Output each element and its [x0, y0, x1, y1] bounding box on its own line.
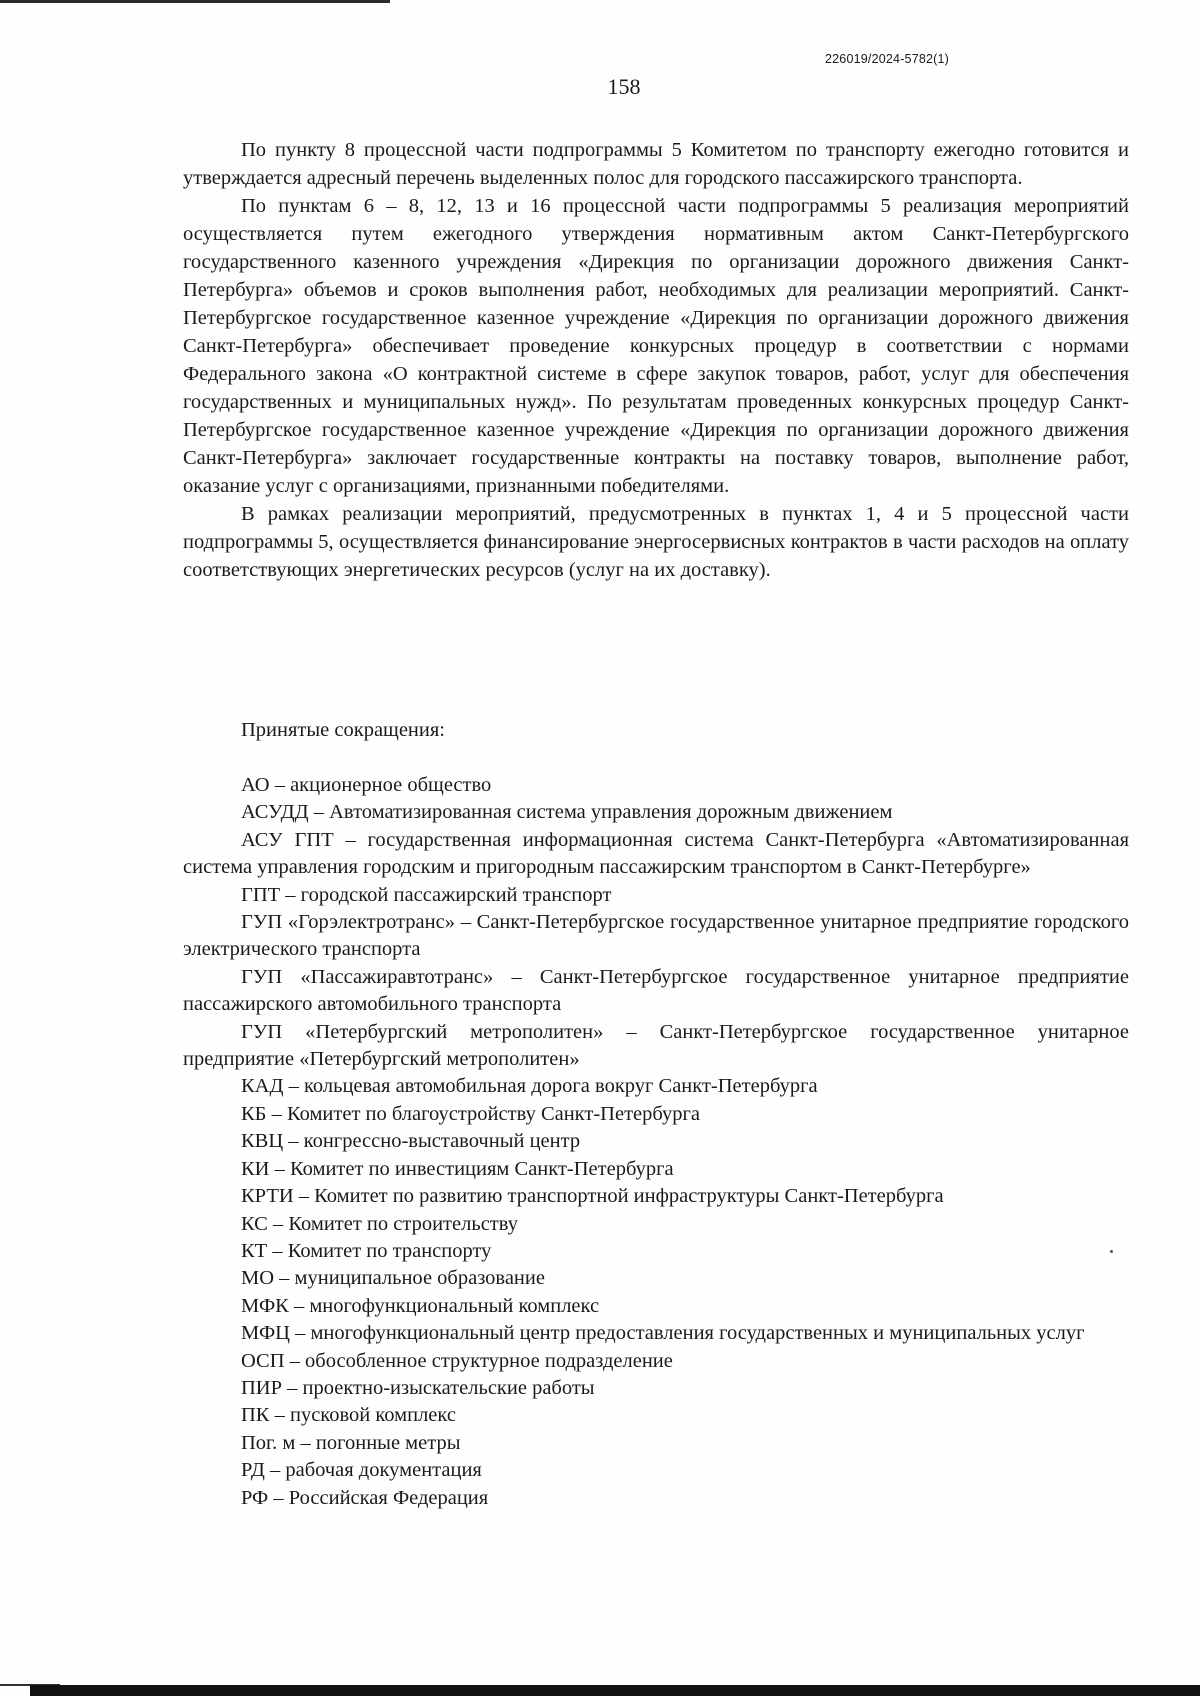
abbreviation-item: ГУП «Петербургский метрополитен» – Санкт-Петербургское государственное унитарное предприятие «Петербургский метрополитен» [183, 1020, 1129, 1071]
document-id: 226019/2024-5782(1) [825, 52, 950, 66]
abbreviation-item: МФЦ – многофункциональный центр предоставления государственных и муниципальных услуг [241, 1322, 1085, 1345]
abbreviation-item: ПК – пусковой комплекс [241, 1404, 456, 1427]
abbreviation-item: АСУДД – Автоматизированная система управления дорожным движением [241, 801, 893, 824]
paragraph: По пунктам 6 – 8, 12, 13 и 16 процессной части подпрограммы 5 реализация мероприятий осуществляется путем ежегодного утверждения нормативным актом Санкт-Петербургского государственного казенного учреждения «Дирекция по организации дорожного движения Санкт-Петербурга» объемов и сроков выполнения работ, необходимых для реализации мероприятий. Санкт-Петербургское государственное казенное учреждение «Дирекция по организации дорожного движения Санкт-Петербурга» обеспечивает проведение конкурсных процедур в соответствии с нормами Федерального закона «О контрактной системе в сфере закупок товаров, работ, услуг для обеспечения государственных и муниципальных нужд». По результатам проведенных конкурсных процедур Санкт-Петербургское государственное казенное учреждение «Дирекция по организации дорожного движения Санкт-Петербурга» заключает государственные контракты на поставку товаров, выполнение работ, оказание услуг с организациями, признанными победителями. [183, 195, 1129, 497]
scan-edge-top [0, 0, 390, 3]
abbreviation-item: РД – рабочая документация [241, 1459, 482, 1482]
abbreviation-item: ГПТ – городской пассажирский транспорт [241, 883, 612, 906]
page-number: 158 [607, 74, 641, 99]
abbreviation-item: КТ – Комитет по транспорту [241, 1239, 492, 1262]
abbreviation-item: ОСП – обособленное структурное подразделение [241, 1349, 673, 1372]
abbreviation-item: КВЦ – конгрессно-выставочный центр [241, 1130, 581, 1153]
abbreviations-heading: Принятые сокращения: [241, 719, 445, 741]
abbreviation-item: КИ – Комитет по инвестициям Санкт-Петербурга [241, 1157, 674, 1180]
abbreviation-item: КРТИ – Комитет по развитию транспортной инфраструктуры Санкт-Петербурга [241, 1185, 944, 1208]
abbreviation-item: КАД – кольцевая автомобильная дорога вокруг Санкт-Петербурга [241, 1075, 818, 1098]
abbreviation-item: КБ – Комитет по благоустройству Санкт-Петербурга [241, 1102, 701, 1125]
abbreviation-item: КС – Комитет по строительству [241, 1212, 518, 1235]
abbreviation-item: ПИР – проектно-изыскательские работы [241, 1376, 595, 1399]
abbreviation-item: РФ – Российская Федерация [241, 1486, 489, 1509]
abbreviation-item: АСУ ГПТ – государственная информационная система Санкт-Петербурга «Автоматизированная система управления городским и пригородным пассажирским транспортом в Санкт-Петербурге» [183, 828, 1129, 879]
abbreviation-item: Пог. м – погонные метры [241, 1431, 461, 1454]
scan-speck [1110, 1250, 1113, 1253]
paragraph: По пункту 8 процессной части подпрограммы 5 Комитетом по транспорту ежегодно готовится и утверждается адресный перечень выделенных полос для городского пассажирского транспорта. [183, 139, 1129, 189]
abbreviation-item: ГУП «Пассажиравтотранс» – Санкт-Петербургское государственное унитарное предприятие пассажирского автомобильного транспорта [183, 965, 1129, 1016]
body-text [183, 136, 1129, 584]
paragraph: В рамках реализации мероприятий, предусмотренных в пунктах 1, 4 и 5 процессной части подпрограммы 5, осуществляется финансирование энергосервисных контрактов в части расходов на оплату соответствующих энергетических ресурсов (услуг на их доставку). [183, 503, 1129, 581]
abbreviation-item: АО – акционерное общество [241, 774, 492, 796]
abbreviation-item: МФК – многофункциональный комплекс [241, 1294, 600, 1317]
scan-edge-bottom [30, 1685, 1200, 1696]
abbreviation-item: МО – муниципальное образование [241, 1267, 545, 1290]
abbreviations-list [183, 772, 1129, 1512]
abbreviation-item: ГУП «Горэлектротранс» – Санкт-Петербургское государственное унитарное предприятие городского электрического транспорта [183, 911, 1129, 961]
